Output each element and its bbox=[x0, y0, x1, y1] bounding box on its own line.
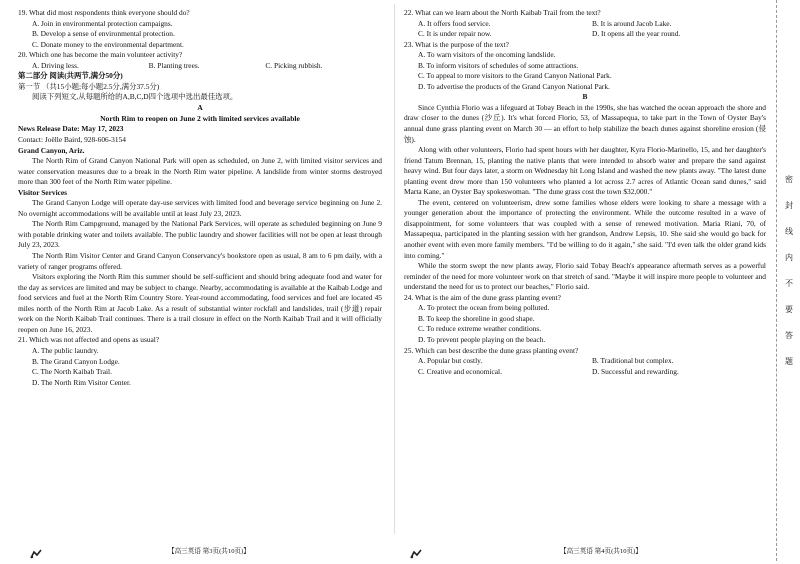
option: B. Develop a sense of environmental protection. bbox=[32, 29, 175, 39]
paragraph: The Grand Canyon Lodge will operate day-use services with limited food and beverage service beginning on June 2. No overnight accommodations will be available until at least July 23, 2023. bbox=[18, 198, 382, 218]
option-row bbox=[404, 367, 766, 378]
question-24 bbox=[404, 293, 766, 346]
text-line: 阅读下列短文,从每题所给的A,B,C,D四个选项中选出最佳选项。 bbox=[32, 92, 238, 102]
option: A. Join in environmental protection campaigns. bbox=[32, 18, 173, 28]
pen-icon-right bbox=[410, 546, 422, 556]
question-23 bbox=[404, 40, 766, 93]
question-stem: 22. What can we learn about the North Kaibab Trail from the text? bbox=[404, 8, 601, 17]
option: B. To inform visitors of schedules of some attractions. bbox=[418, 60, 579, 70]
question-stem: 24. What is the aim of the dune grass planting event? bbox=[404, 292, 561, 302]
paragraph: While the storm swept the new plants away, Florio said Tobay Beach's appearance aftermath serves as a powerful reminder of the need for more volunteer work on that stretch of sand. "Maybe it will inspire more people to volunteer and understand the need for us to protect our beaches," Florio said. bbox=[404, 261, 766, 292]
visitor-services-heading: Visitor Services bbox=[18, 187, 68, 197]
paragraph: The North Rim Campground, managed by the National Park Services, will operate as scheduled beginning on June 9 with potable drinking water and toilets available. The public laundry and shower facilities will not be open at least through July 23, 2023. bbox=[18, 219, 382, 250]
option: C. Donate money to the environmental department. bbox=[32, 39, 184, 49]
option-row bbox=[404, 29, 766, 40]
option-row bbox=[404, 19, 766, 30]
option: A. The public laundry. bbox=[32, 345, 99, 355]
option: B. It is around Jacob Lake. bbox=[592, 18, 672, 28]
option: A. Popular but costly. bbox=[418, 356, 483, 366]
option: B. The Grand Canyon Lodge. bbox=[32, 356, 120, 366]
text-line: 第一节 （共15小题;每小题2.5分,满分37.5分) bbox=[18, 81, 160, 91]
binding-margin-char: 内 bbox=[785, 253, 793, 262]
left-footer: 【高三英语 第3页(共10页)】 bbox=[168, 548, 250, 555]
pen-icon bbox=[30, 546, 42, 556]
paragraph: Since Cynthia Florio was a lifeguard at Tobay Beach in the 1990s, she has watched the ocean approach the shore and draw closer to the dunes (沙丘). It's what forced Florio, 53, of Massapequa, to take part in the Town of Oyster Bay's annual dune grass planting event on March 30 — an effort to help stabilize the beach dunes against shoreline erosion (侵蚀). bbox=[404, 102, 766, 144]
paragraph: The event, centered on volunteerism, drew some families whose elders were looking to share a message with a younger generation about the importance of protecting the environment. While the outcome resulted in a wave of disappointment, for some volunteers that was coupled with a sense of renewed motivation. Maria Riani, 70, of Massapequa, participated in the planting session with her grandson, Andrew Lepsis, 10. She said she would go back for another event with even more family members. "I'd be willing to do it again," she said. "I'd even talk the older grand kids into coming." bbox=[404, 197, 766, 260]
option: D. To advertise the products of the Grand Canyon National Park. bbox=[418, 81, 610, 91]
question-25 bbox=[404, 346, 766, 378]
binding-margin-char: 线 bbox=[785, 227, 793, 236]
option: D. Successful and rewarding. bbox=[592, 366, 679, 376]
option: B. Traditional but complex. bbox=[592, 356, 674, 366]
right-footer: 【高三英语 第4页(共10页)】 bbox=[560, 548, 642, 555]
option-row bbox=[404, 356, 766, 367]
section-b-label: B bbox=[582, 92, 588, 102]
option: A. To warn visitors of the oncoming landslide. bbox=[418, 50, 556, 60]
text-line: Contact: Joëlle Baird, 928-606-3154 bbox=[18, 135, 126, 145]
left-page bbox=[0, 0, 388, 561]
text-line: A bbox=[197, 102, 203, 112]
question-stem: 19. What did most respondents think everyone should do? bbox=[18, 8, 190, 17]
option: C. The North Kaibab Trail. bbox=[32, 367, 112, 377]
question-22 bbox=[404, 8, 766, 40]
right-page bbox=[400, 0, 770, 561]
binding-margin-char: 题 bbox=[785, 357, 793, 366]
option-row bbox=[18, 61, 382, 72]
binding-margin-char: 答 bbox=[785, 331, 793, 340]
text-line: News Release Date: May 17, 2023 bbox=[18, 124, 124, 134]
binding-margin-char: 封 bbox=[785, 201, 793, 210]
text-line: Grand Canyon, Ariz. bbox=[18, 145, 85, 155]
paragraph: Visitors exploring the North Rim this summer should be self-sufficient and should bring adequate food and water for the day as services are limited and may be subject to change. Nearby, accommodating is available at the Kaibab Lodge and food services and fuel at the North Rim Country Store. Year-round accommodating, food services and fuel are located 45 miles north of the North Rim at Jacob Lake. As a result of substantial winter rockfall and landslides, trail (步道) repair work on the North Kaibab Trail continues. There is a trail closure in effect on the North Kaibab Trail and it will officially reopen on June 16, 2023. bbox=[18, 272, 382, 334]
option: A. It offers food service. bbox=[418, 18, 491, 28]
option: C. Picking rubbish. bbox=[265, 60, 323, 70]
option: C. To reduce extreme weather conditions. bbox=[418, 324, 542, 334]
option: A. To protect the ocean from being polluted. bbox=[418, 303, 550, 313]
question-stem: 25. Which can best describe the dune grass planting event? bbox=[404, 345, 579, 355]
left-header-block bbox=[18, 8, 382, 156]
option: D. To prevent people playing on the beach. bbox=[418, 334, 546, 344]
question-stem: 20. Which one has become the main volunteer activity? bbox=[18, 50, 183, 60]
text-line: 第二部分 阅读(共两节,满分50分) bbox=[18, 71, 123, 81]
article-title: North Rim to reopen on June 2 with limited services available bbox=[100, 114, 300, 124]
article-b-body bbox=[404, 103, 766, 293]
question-stem: 23. What is the purpose of the text? bbox=[404, 39, 509, 49]
binding-margin-char: 要 bbox=[785, 305, 793, 314]
option: C. To appeal to more visitors to the Grand Canyon National Park. bbox=[418, 71, 612, 81]
article-a-body bbox=[18, 198, 382, 335]
paragraph: The North Rim Visitor Center and Grand Canyon Conservancy's bookstore open as usual, 8 am to 6 pm daily, with a variety of ranger programs offered. bbox=[18, 251, 382, 271]
option: C. It is under repair now. bbox=[418, 29, 492, 39]
binding-margin-char: 密 bbox=[785, 175, 793, 184]
question-stem: 21. Which was not affected and opens as usual? bbox=[18, 335, 160, 345]
page-divider bbox=[394, 4, 395, 534]
binding-margin-char: 不 bbox=[785, 279, 793, 288]
option: C. Creative and economical. bbox=[418, 366, 502, 376]
option: B. Planting trees. bbox=[148, 60, 200, 70]
article-a-intro bbox=[18, 156, 382, 188]
option: A. Driving less. bbox=[32, 60, 79, 70]
binding-margin-strip bbox=[776, 0, 800, 561]
paragraph: The North Rim of Grand Canyon National Park will open as scheduled, on June 2, with limited visitor services and water conservation measures due to a break in the North Rim water pipeline. A landslide from winter storms destroyed more than 300 feet of the North Rim water pipeline. bbox=[18, 156, 382, 187]
paragraph: Along with other volunteers, Florio had spent hours with her daughter, Kyra Florio-Marinello, 15, and her daughter's friend Tatum Brennan, 15, planting the native plants that were intended to absorb water and prepare the sand against heavy wind. But four days later, a storm on Wednesday hit Long Island and washed the new plants away. "The latest dune planting event drew more than 150 volunteers who planted a lot across 2.7 acres of Atlantic Ocean sand dunes," said Marta Kane, an Oyster Bay spokeswoman. "The dune grass cost the town $32,000." bbox=[404, 145, 766, 197]
question-21 bbox=[18, 335, 382, 388]
option: D. It opens all the year round. bbox=[592, 29, 681, 39]
option: D. The North Rim Visitor Center. bbox=[32, 377, 131, 387]
option: B. To keep the shoreline in good shape. bbox=[418, 313, 535, 323]
